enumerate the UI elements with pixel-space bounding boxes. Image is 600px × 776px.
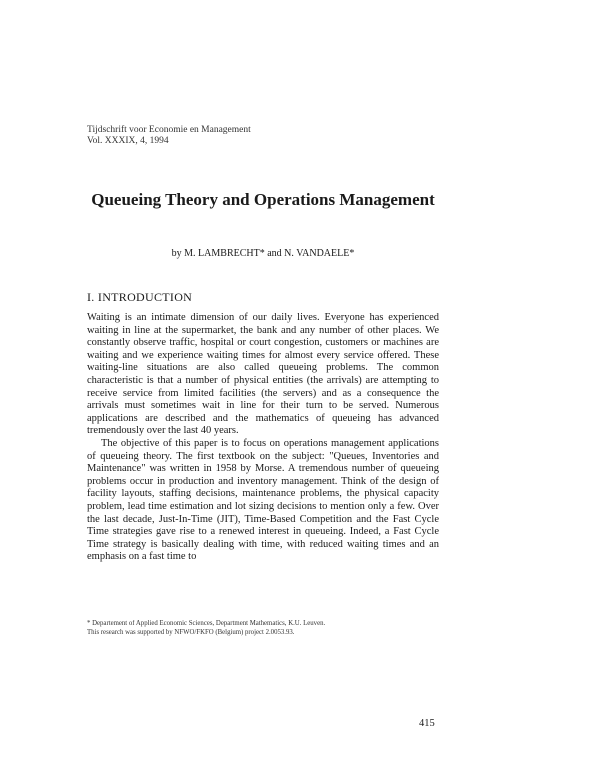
paragraph: Waiting is an intimate dimension of our daily lives. Everyone has experienced waiting in line at the supermarket, the bank and any number of other places. We constantly observe traffic, hospital or court congestion, customers or machines are waiting and we experience waiting times for almost every service offered. These waiting-line situations are also called queueing problems. The common characteristic is that a number of physical entities (the arrivals) are attempting to receive service from limited facilities (the servers) and as a consequence the arrivals must sometimes wait in line for their turn to be served. Numerous applications are described and the mathematics of queueing has advanced tremendously over the last 40 years. bbox=[87, 312, 439, 437]
paper-title: Queueing Theory and Operations Management bbox=[91, 190, 435, 209]
body-text bbox=[87, 312, 439, 564]
section-heading: I. INTRODUCTION bbox=[87, 290, 193, 304]
footnotes bbox=[87, 620, 439, 637]
journal-name: Tijdschrift voor Economie en Management bbox=[87, 125, 251, 135]
footnote: This research was supported by NFWO/FKFO (Belgium) project 2.0053.93. bbox=[87, 628, 295, 636]
footnote: * Departement of Applied Economic Sciences, Department Mathematics, K.U. Leuven. bbox=[87, 620, 326, 627]
paper-authors: by M. LAMBRECHT* and N. VANDAELE* bbox=[171, 248, 355, 259]
journal-header bbox=[87, 125, 251, 147]
paragraph: The objective of this paper is to focus on operations management applications of queueing theory. The first textbook on the subject: "Queues, Inventories and Maintenance" was written in 1958 by Morse. A tremendous number of queueing problems occur in production and inventory management. Think of the design of facility layouts, staffing decisions, maintenance problems, the physical capacity problem, lead time estimation and lot sizing decisions to mention only a few. Over the last decade, Just-In-Time (JIT), Time-Based Competition and the Fast Cycle Time strategies gave rise to a renewed interest in queueing. Indeed, a Fast Cycle Time strategy is basically dealing with time, with reduced waiting times and an emphasis on a fast time to bbox=[87, 437, 439, 563]
journal-volume: Vol. XXXIX, 4, 1994 bbox=[87, 136, 169, 146]
page-number: 415 bbox=[419, 718, 435, 729]
